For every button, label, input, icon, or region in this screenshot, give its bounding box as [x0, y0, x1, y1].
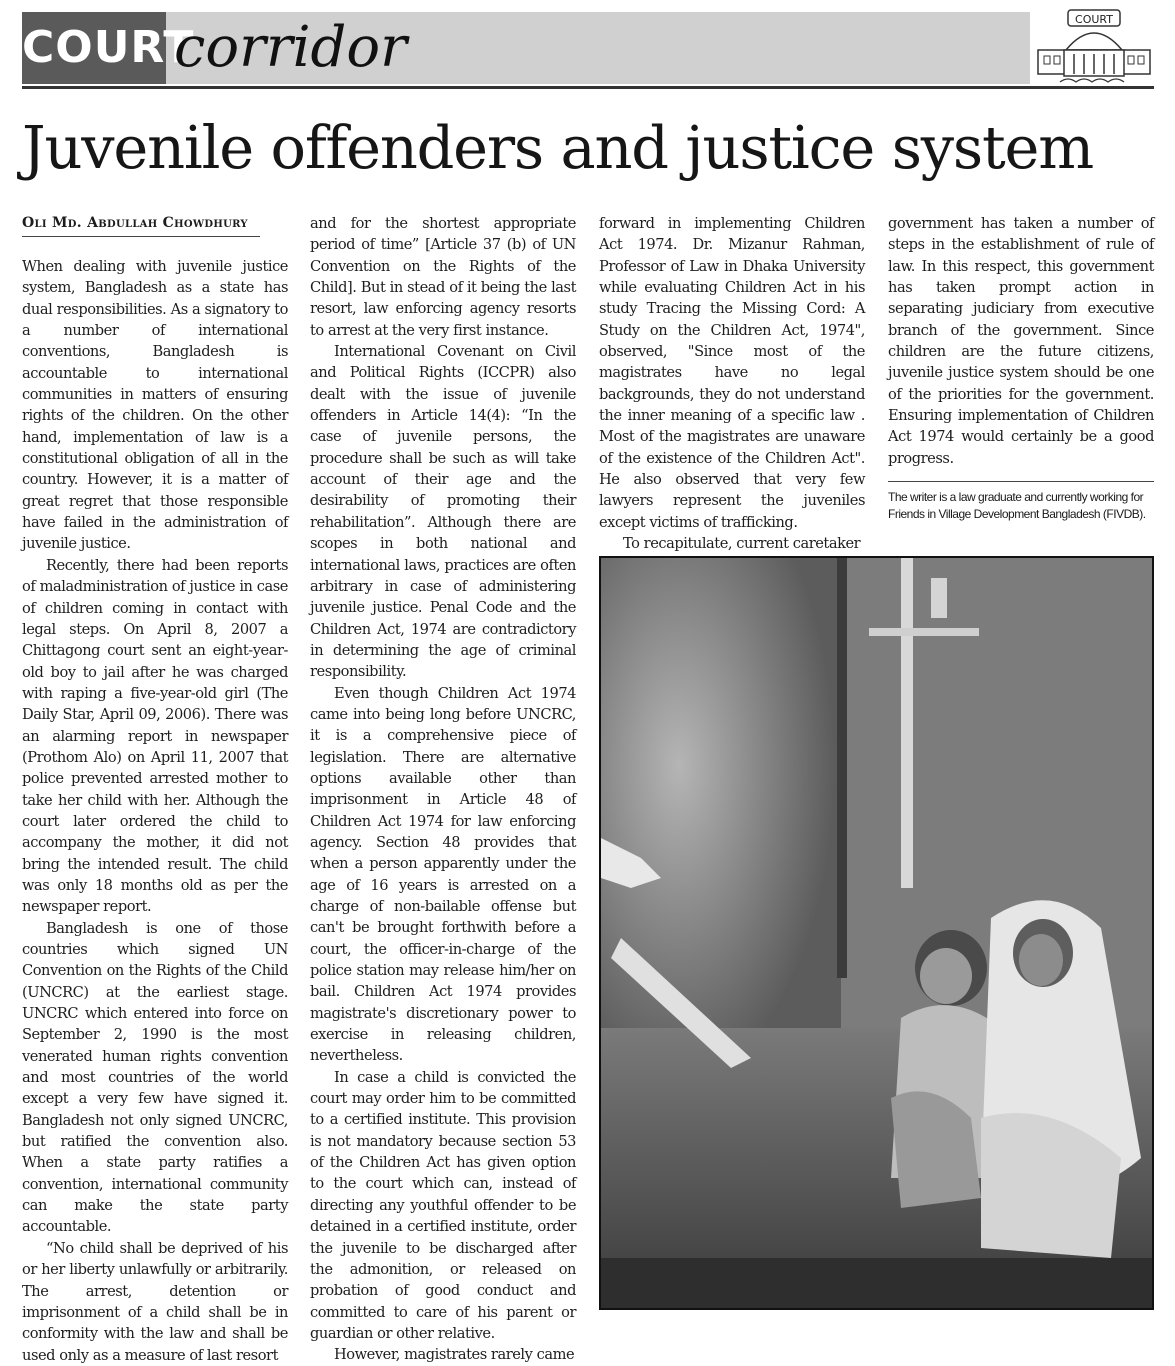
article-column-2 [310, 213, 576, 1366]
paragraph: To recapitulate, current caretaker [623, 535, 861, 553]
paragraph: In case a child is convicted the court may order him to be committed to a certified institute. This provision is not mandatory because section 53 of the Children Act has given option to the court which can, instead of directing any youthful offender to be detained in a certified institute, order the juvenile to be discharged after the admonition, or released on probation of good conduct and committed to care of his parent or guardian or other relative. [310, 1068, 576, 1342]
header-divider [22, 86, 1154, 89]
article-column-3 [599, 213, 865, 555]
article-column-1 [22, 213, 288, 1366]
court-building-icon [1030, 2, 1158, 86]
paragraph: forward in implementing Children Act 1974. Dr. Mizanur Rahman, Professor of Law in Dhaka University while evaluating Children Act in his study Tracing the Missing Cord: A Study on the Children Act, 1974", observed, "Since most of the magistrates have no legal backgrounds, they do not understand the inner meaning of a specific law . Most of the magistrates are unaware of the existence of the Children Act". He also observed that very few lawyers represent the juveniles except victims of trafficking. [599, 215, 865, 531]
article-photo [599, 556, 1154, 1310]
paragraph: However, magistrates rarely came [334, 1346, 575, 1364]
article-column-4 [888, 213, 1154, 523]
photo-children-icon [601, 558, 1152, 1308]
paragraph: When dealing with juvenile justice system, Bangladesh as a state has dual responsibilities. As a signatory to a number of international conventions, Bangladesh is accountable to international communities in matters of ensuring rights of the children. On the other hand, implementation of law is a constitutional obligation of all in the country. However, it is a matter of great regret that those responsible have failed in the administration of juvenile justice. [22, 258, 288, 553]
paragraph: “No child shall be deprived of his or her liberty unlawfully or arbitrarily. The arrest, detention or imprisonment of a child shall be in conformity with the law and shall be used only as a measure of last resort [22, 1239, 288, 1364]
paragraph: Recently, there had been reports of maladministration of justice in case of children coming in contact with legal steps. On April 8, 2007 a Chittagong court sent an eight-year-old boy to jail after he was charged with raping a five-year-old girl (The Daily Star, April 09, 2006). There was an alarming report in newspaper (Prothom Alo) on April 11, 2007 that police prevented arrested mother to take her child with her. Although the court later ordered the child to accompany the mother, it did not bring the intended result. The child was only 18 months old as per the newspaper report. [22, 556, 288, 916]
author-byline: Oli Md. Abdullah Chowdhury [22, 213, 260, 237]
article-headline: Juvenile offenders and justice system [22, 113, 1093, 182]
paragraph: and for the shortest appropriate period of time” [Article 37 (b) of UN Convention on the Rights of the Child]. But in stead of it being the last resort, law enforcing agency resorts to arrest at the very first instance. [310, 215, 576, 339]
note-divider [888, 481, 1154, 482]
author-note: The writer is a law graduate and currently working for Friends in Village Development Bangladesh (FIVDB). [888, 490, 1146, 522]
paragraph: International Covenant on Civil and Political Rights (ICCPR) also dealt with the issue of juvenile offenders in Article 14(4): “In the case of juvenile persons, the procedure shall be such as will take account of their age and the desirability of promoting their rehabilitation”. Although there are scopes in both national and international laws, practices are often arbitrary in case of administering juvenile justice. Penal Code and the Children Act, 1974 are contradictory in determining the age of criminal responsibility. [310, 343, 576, 681]
section-label-court: COURT [22, 12, 166, 84]
paragraph: Bangladesh is one of those countries which signed UN Convention on the Rights of the Child (UNCRC) at the earliest stage. UNCRC which entered into force on September 2, 1990 is the most venerated human rights convention and most countries of the world except a very few have signed it. Bangladesh not only signed UNCRC, but ratified the convention also. When a state party ratifies a convention, international community can make the state party accountable. [22, 919, 288, 1236]
paragraph: government has taken a number of steps in the establishment of rule of law. In this respect, this government has taken prompt action in separating judiciary from executive branch of the government. Since children are the future citizens, juvenile justice system should be one of the priorities for the government. Ensuring implementation of Children Act 1974 would certainly be a good progress. [888, 215, 1154, 467]
logo-sign-text: COURT [1075, 13, 1113, 26]
section-label-corridor: corridor [174, 15, 407, 80]
paragraph: Even though Children Act 1974 came into being long before UNCRC, it is a comprehensive piece of legislation. There are alternative options available other than imprisonment in Article 48 of Children Act 1974 for law enforcing agency. Section 48 provides that when a person apparently under the age of 16 years is arrested on a charge of non-bailable offense but can't be brought forthwith before a court, the officer-in-charge of the police station may release him/her on bail. Children Act 1974 provides magistrate's discretionary power to exercise in releasing children, nevertheless. [310, 684, 576, 1065]
